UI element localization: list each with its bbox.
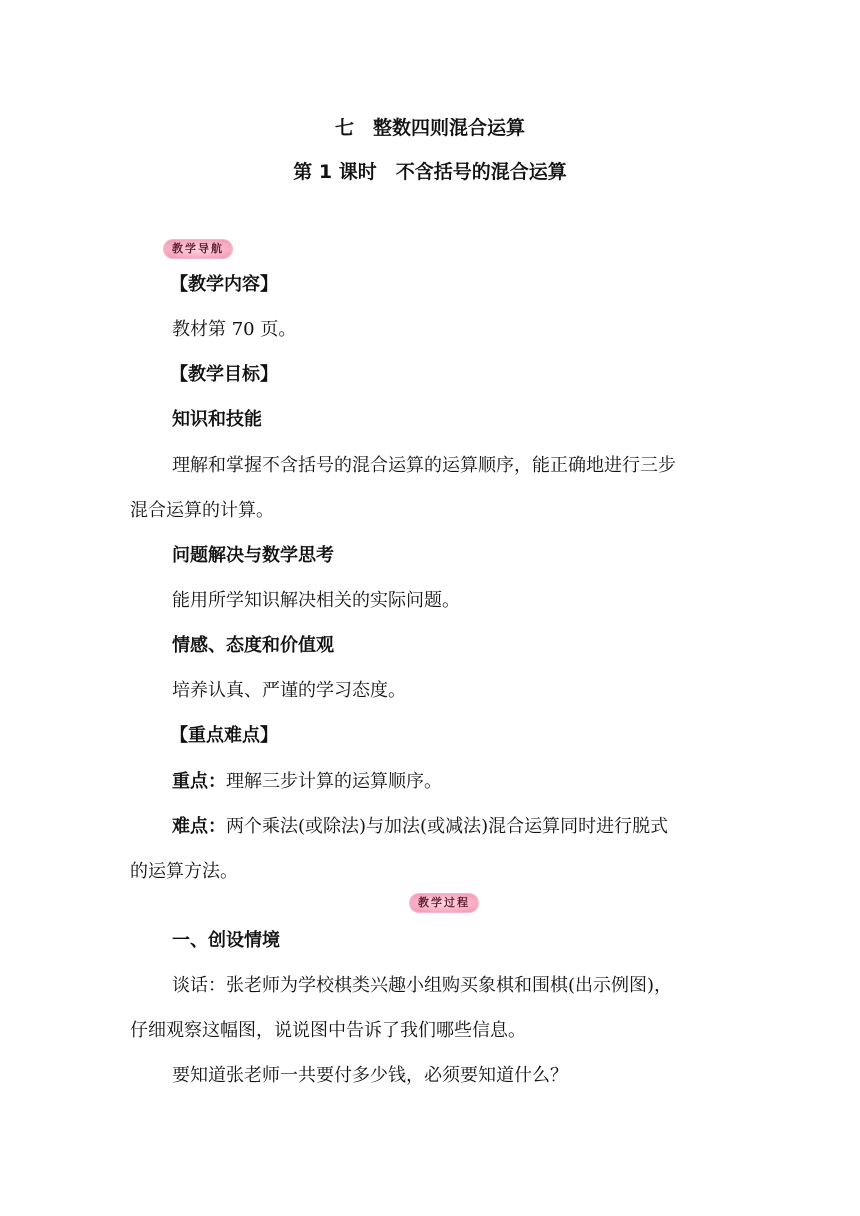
- teaching-nav-badge: 教学导航: [164, 240, 232, 258]
- key-label: 重点：: [172, 771, 226, 792]
- knowledge-text-line2: 混合运算的计算。: [130, 500, 274, 521]
- question-text: 要知道张老师一共要付多少钱，必须要知道什么？: [172, 1065, 568, 1086]
- step1-heading: 一、创设情境: [172, 930, 280, 951]
- problem-text: 能用所学知识解决相关的实际问题。: [172, 590, 460, 611]
- lesson-title: 第 1 课时 不含括号的混合运算: [293, 161, 567, 183]
- talk-line2: 仔细观察这幅图，说说图中告诉了我们哪些信息。: [130, 1020, 526, 1041]
- knowledge-heading: 知识和技能: [172, 409, 262, 430]
- difficult-point: [172, 815, 668, 839]
- content-heading: 【教学内容】: [170, 274, 278, 295]
- difficult-label: 难点：: [172, 816, 226, 837]
- knowledge-text-line1: 理解和掌握不含括号的混合运算的运算顺序，能正确地进行三步: [172, 455, 676, 476]
- content-text: 教材第 70 页。: [172, 319, 297, 340]
- goals-heading: 【教学目标】: [170, 364, 278, 385]
- difficult-text-line2: 的运算方法。: [130, 861, 238, 882]
- chapter-title: 七 整数四则混合运算: [334, 117, 525, 139]
- emotion-text: 培养认真、严谨的学习态度。: [172, 680, 406, 701]
- talk-line1: 谈话：张老师为学校棋类兴趣小组购买象棋和围棋(出示例图)，: [172, 975, 673, 996]
- key-point: [172, 770, 442, 794]
- key-text: 理解三步计算的运算顺序。: [226, 771, 442, 792]
- emotion-heading: 情感、态度和价值观: [172, 635, 334, 656]
- key-heading: 【重点难点】: [170, 725, 278, 746]
- difficult-text-line1: 两个乘法(或除法)与加法(或减法)混合运算同时进行脱式: [226, 816, 669, 837]
- teaching-process-badge: 教学过程: [410, 894, 478, 912]
- problem-heading: 问题解决与数学思考: [172, 545, 334, 566]
